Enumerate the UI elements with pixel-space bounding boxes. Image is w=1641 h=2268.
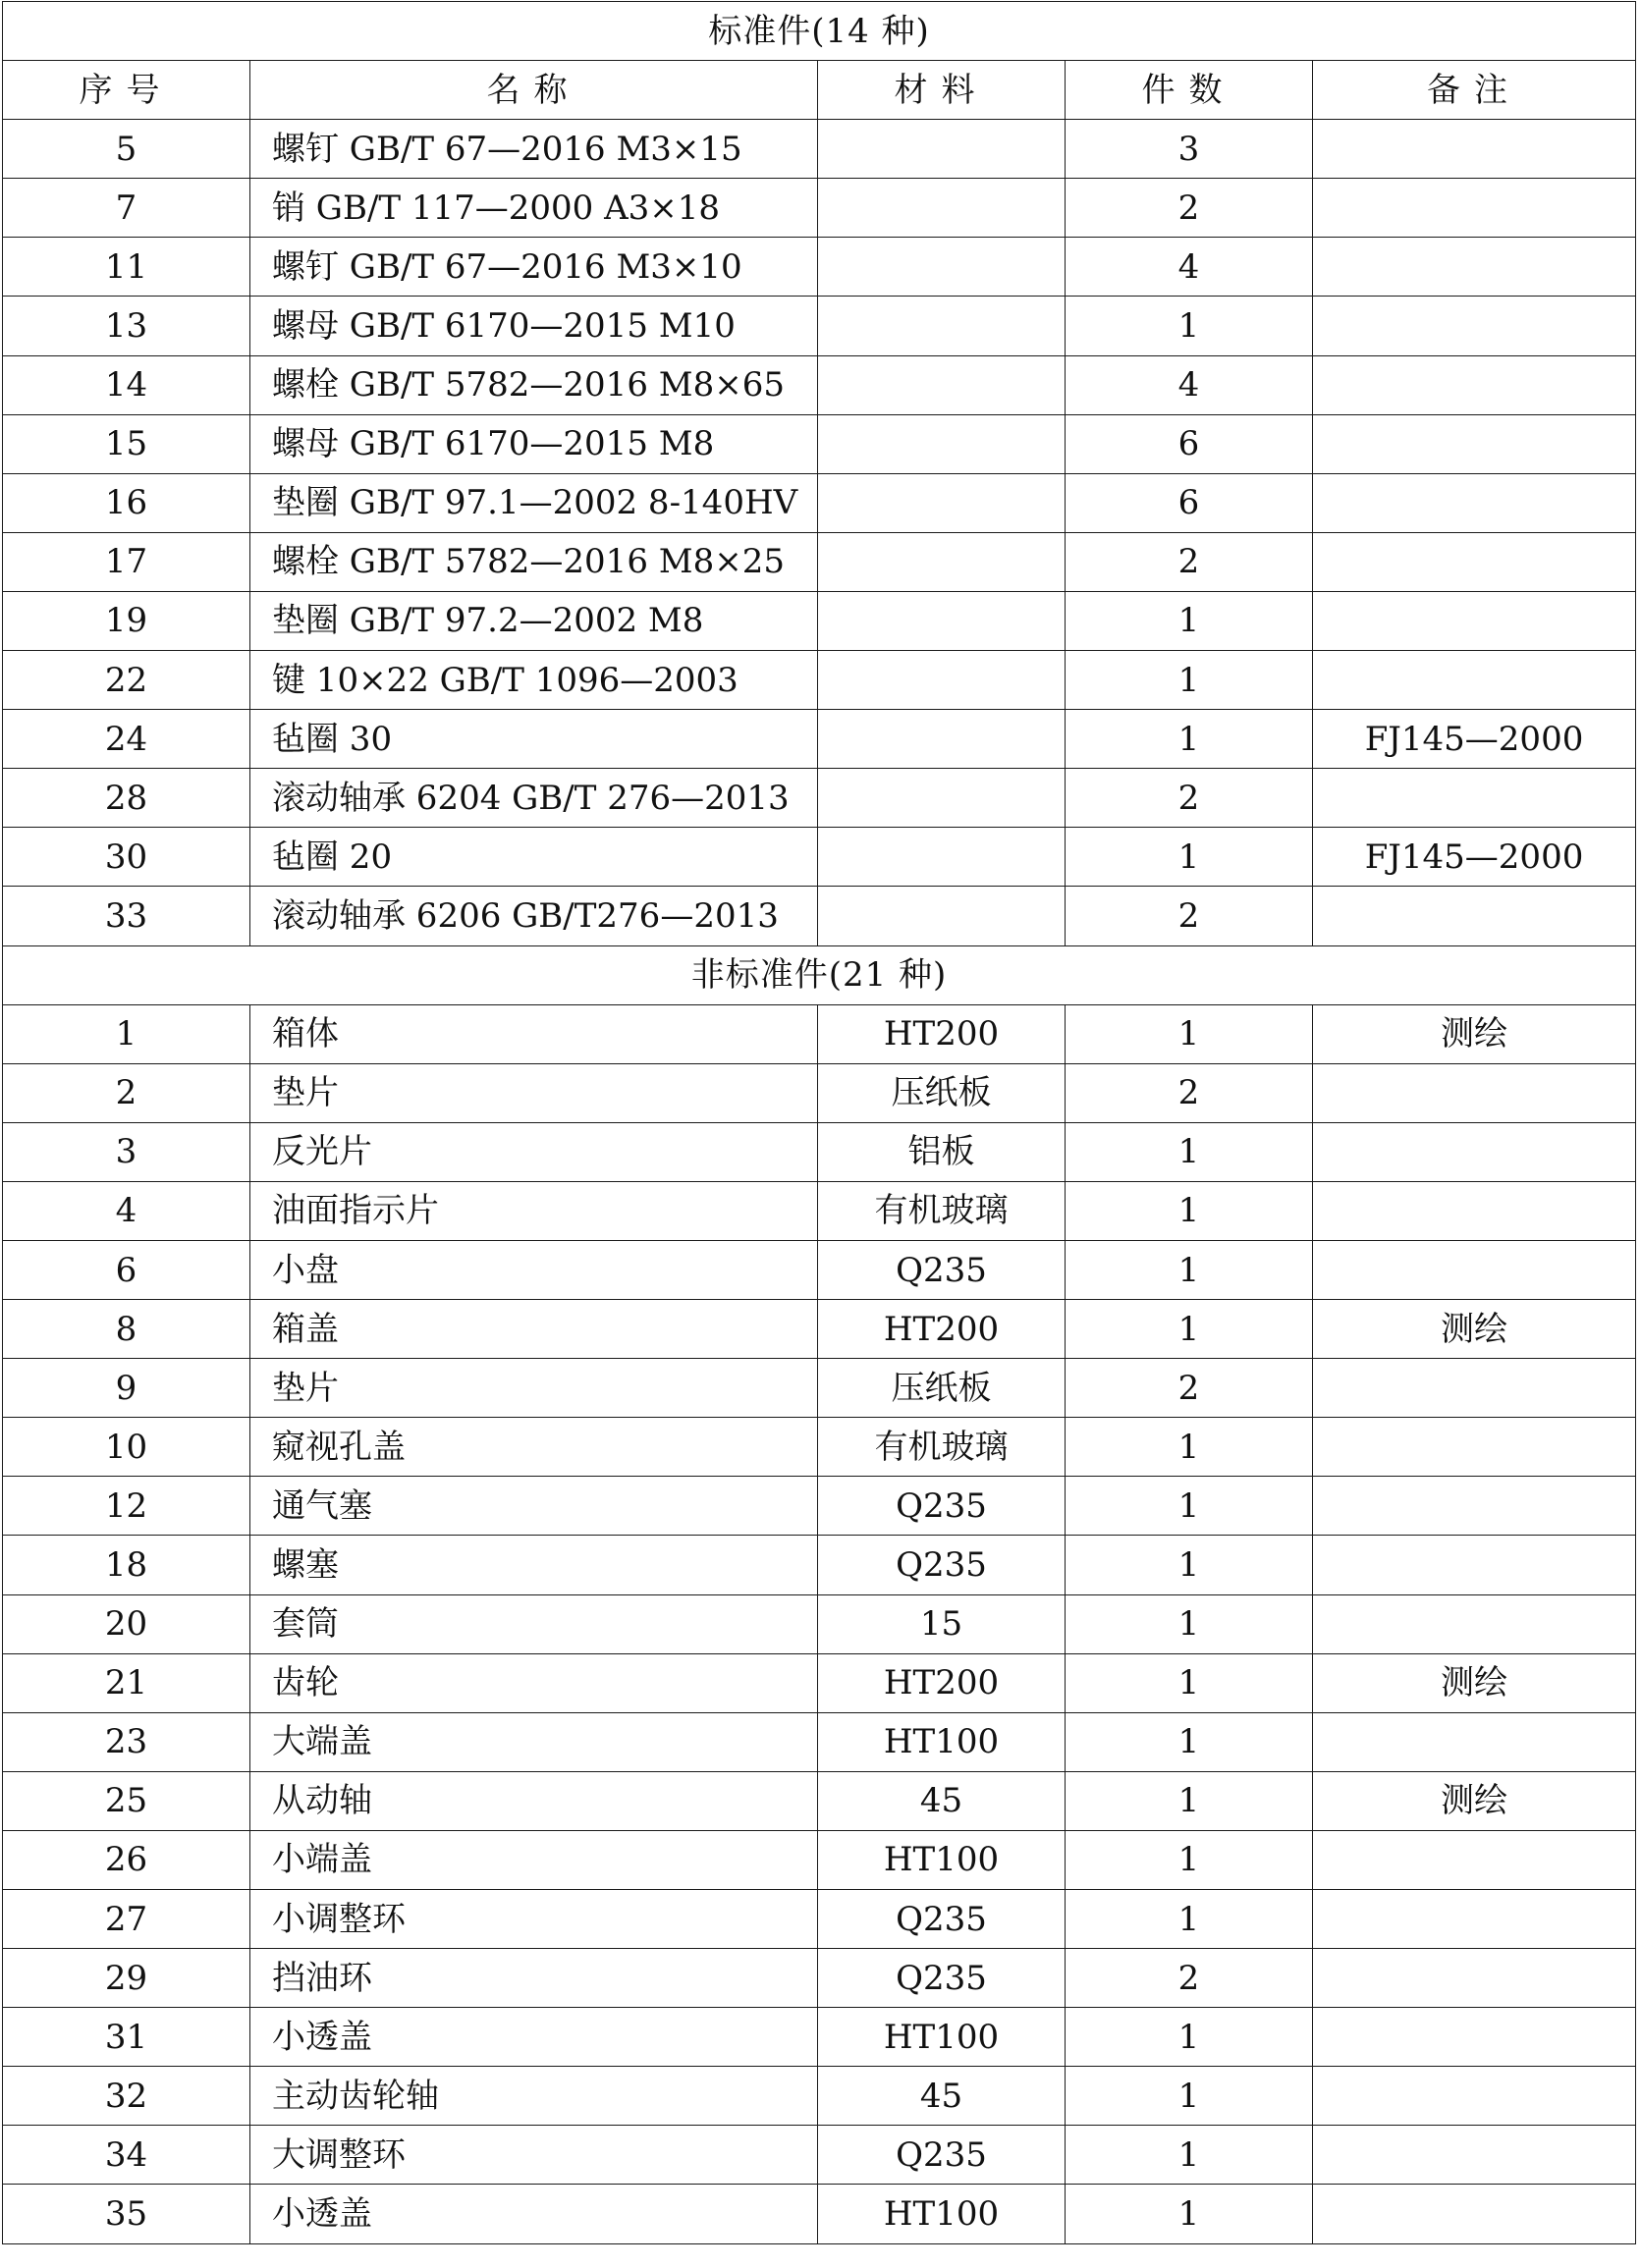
standard-part-row xyxy=(3,591,1636,650)
column-header-no: 序号 xyxy=(3,61,250,120)
part-note: 测绘 xyxy=(1313,1004,1636,1063)
part-note xyxy=(1313,2126,1636,2185)
part-note xyxy=(1313,1477,1636,1536)
part-note xyxy=(1313,120,1636,179)
part-material: 有机玻璃 xyxy=(818,1181,1066,1240)
part-number: 20 xyxy=(3,1594,250,1653)
nonstandard-part-row xyxy=(3,1063,1636,1122)
part-material xyxy=(818,710,1066,769)
part-note xyxy=(1313,1122,1636,1181)
part-number: 1 xyxy=(3,1004,250,1063)
part-name: 套筒 xyxy=(250,1594,818,1653)
part-material: HT200 xyxy=(818,1004,1066,1063)
nonstandard-part-row xyxy=(3,2067,1636,2126)
part-name: 垫圈 GB/T 97.1—2002 8-140HV xyxy=(250,473,818,532)
part-number: 10 xyxy=(3,1418,250,1477)
part-note xyxy=(1313,769,1636,828)
nonstandard-part-row xyxy=(3,1536,1636,1594)
part-quantity: 4 xyxy=(1066,238,1313,297)
part-note xyxy=(1313,1536,1636,1594)
part-quantity: 6 xyxy=(1066,414,1313,473)
part-number: 8 xyxy=(3,1300,250,1359)
standard-part-row xyxy=(3,238,1636,297)
part-name: 小盘 xyxy=(250,1240,818,1299)
part-name: 垫片 xyxy=(250,1359,818,1418)
part-name: 垫圈 GB/T 97.2—2002 M8 xyxy=(250,591,818,650)
standard-part-row xyxy=(3,473,1636,532)
part-quantity: 1 xyxy=(1066,2126,1313,2185)
part-number: 24 xyxy=(3,710,250,769)
parts-list-body xyxy=(3,2,1636,2244)
part-material: Q235 xyxy=(818,1240,1066,1299)
part-number: 17 xyxy=(3,532,250,591)
part-material: HT200 xyxy=(818,1300,1066,1359)
part-quantity: 1 xyxy=(1066,1477,1313,1536)
part-name: 螺钉 GB/T 67—2016 M3×10 xyxy=(250,238,818,297)
part-quantity: 2 xyxy=(1066,887,1313,945)
part-material: Q235 xyxy=(818,1477,1066,1536)
standard-part-row xyxy=(3,120,1636,179)
part-material xyxy=(818,120,1066,179)
part-material: HT100 xyxy=(818,1712,1066,1771)
part-material xyxy=(818,651,1066,710)
part-name: 销 GB/T 117—2000 A3×18 xyxy=(250,179,818,238)
nonstandard-part-row xyxy=(3,1712,1636,1771)
part-note xyxy=(1313,473,1636,532)
part-material: Q235 xyxy=(818,1536,1066,1594)
standard-part-row xyxy=(3,179,1636,238)
part-note: 测绘 xyxy=(1313,1653,1636,1712)
part-quantity: 1 xyxy=(1066,1240,1313,1299)
part-quantity: 1 xyxy=(1066,1300,1313,1359)
part-number: 3 xyxy=(3,1122,250,1181)
part-quantity: 1 xyxy=(1066,828,1313,887)
part-note xyxy=(1313,1418,1636,1477)
nonstandard-part-row xyxy=(3,1122,1636,1181)
part-note xyxy=(1313,2008,1636,2067)
part-quantity: 1 xyxy=(1066,1712,1313,1771)
part-quantity: 2 xyxy=(1066,1949,1313,2008)
part-number: 30 xyxy=(3,828,250,887)
part-material xyxy=(818,591,1066,650)
part-number: 16 xyxy=(3,473,250,532)
part-note xyxy=(1313,238,1636,297)
part-number: 26 xyxy=(3,1830,250,1889)
part-name: 小透盖 xyxy=(250,2185,818,2243)
part-quantity: 2 xyxy=(1066,179,1313,238)
part-number: 2 xyxy=(3,1063,250,1122)
part-material: 45 xyxy=(818,1771,1066,1830)
part-material: 压纸板 xyxy=(818,1063,1066,1122)
part-name: 垫片 xyxy=(250,1063,818,1122)
nonstandard-part-row xyxy=(3,1004,1636,1063)
part-name: 小透盖 xyxy=(250,2008,818,2067)
part-number: 7 xyxy=(3,179,250,238)
part-number: 23 xyxy=(3,1712,250,1771)
part-material: 45 xyxy=(818,2067,1066,2126)
part-quantity: 6 xyxy=(1066,473,1313,532)
parts-list-table xyxy=(2,1,1636,2244)
part-name: 箱盖 xyxy=(250,1300,818,1359)
part-number: 19 xyxy=(3,591,250,650)
part-material: Q235 xyxy=(818,1949,1066,2008)
part-name: 油面指示片 xyxy=(250,1181,818,1240)
part-material: Q235 xyxy=(818,2126,1066,2185)
part-name: 螺钉 GB/T 67—2016 M3×15 xyxy=(250,120,818,179)
part-number: 28 xyxy=(3,769,250,828)
nonstandard-part-row xyxy=(3,1359,1636,1418)
part-name: 从动轴 xyxy=(250,1771,818,1830)
part-material xyxy=(818,473,1066,532)
part-number: 18 xyxy=(3,1536,250,1594)
part-number: 25 xyxy=(3,1771,250,1830)
part-quantity: 2 xyxy=(1066,1063,1313,1122)
part-material xyxy=(818,355,1066,414)
part-quantity: 1 xyxy=(1066,2008,1313,2067)
standard-part-row xyxy=(3,828,1636,887)
part-quantity: 1 xyxy=(1066,1122,1313,1181)
part-name: 螺母 GB/T 6170—2015 M10 xyxy=(250,297,818,355)
part-note xyxy=(1313,1063,1636,1122)
part-material xyxy=(818,887,1066,945)
part-name: 键 10×22 GB/T 1096—2003 xyxy=(250,651,818,710)
standard-section-row xyxy=(3,2,1636,61)
part-name: 螺栓 GB/T 5782—2016 M8×65 xyxy=(250,355,818,414)
part-name: 螺母 GB/T 6170—2015 M8 xyxy=(250,414,818,473)
part-note xyxy=(1313,532,1636,591)
part-number: 5 xyxy=(3,120,250,179)
nonstandard-part-row xyxy=(3,2185,1636,2243)
part-name: 小调整环 xyxy=(250,1890,818,1949)
standard-section-title: 标准件(14 种) xyxy=(3,2,1636,61)
part-name: 大端盖 xyxy=(250,1712,818,1771)
part-material xyxy=(818,828,1066,887)
part-quantity: 2 xyxy=(1066,532,1313,591)
part-number: 34 xyxy=(3,2126,250,2185)
part-quantity: 2 xyxy=(1066,1359,1313,1418)
nonstandard-part-row xyxy=(3,1181,1636,1240)
part-quantity: 1 xyxy=(1066,1830,1313,1889)
part-material xyxy=(818,414,1066,473)
part-name: 通气塞 xyxy=(250,1477,818,1536)
part-material: 压纸板 xyxy=(818,1359,1066,1418)
column-header-name: 名称 xyxy=(250,61,818,120)
part-quantity: 1 xyxy=(1066,297,1313,355)
part-number: 6 xyxy=(3,1240,250,1299)
part-name: 小端盖 xyxy=(250,1830,818,1889)
part-name: 窥视孔盖 xyxy=(250,1418,818,1477)
column-header-material: 材料 xyxy=(818,61,1066,120)
nonstandard-part-row xyxy=(3,1418,1636,1477)
standard-part-row xyxy=(3,887,1636,945)
column-header-row xyxy=(3,61,1636,120)
part-note xyxy=(1313,179,1636,238)
column-header-note: 备注 xyxy=(1313,61,1636,120)
nonstandard-section-row xyxy=(3,945,1636,1004)
part-material: 铝板 xyxy=(818,1122,1066,1181)
standard-part-row xyxy=(3,651,1636,710)
part-number: 4 xyxy=(3,1181,250,1240)
nonstandard-part-row xyxy=(3,1477,1636,1536)
part-note xyxy=(1313,2067,1636,2126)
part-note: 测绘 xyxy=(1313,1771,1636,1830)
part-number: 22 xyxy=(3,651,250,710)
part-material: 有机玻璃 xyxy=(818,1418,1066,1477)
part-note xyxy=(1313,591,1636,650)
nonstandard-part-row xyxy=(3,1771,1636,1830)
part-number: 11 xyxy=(3,238,250,297)
part-material xyxy=(818,238,1066,297)
nonstandard-part-row xyxy=(3,1830,1636,1889)
standard-part-row xyxy=(3,532,1636,591)
part-material xyxy=(818,179,1066,238)
part-note xyxy=(1313,1594,1636,1653)
part-name: 箱体 xyxy=(250,1004,818,1063)
part-note xyxy=(1313,1712,1636,1771)
part-quantity: 1 xyxy=(1066,2185,1313,2243)
part-name: 毡圈 30 xyxy=(250,710,818,769)
part-number: 21 xyxy=(3,1653,250,1712)
part-name: 滚动轴承 6206 GB/T276—2013 xyxy=(250,887,818,945)
part-quantity: 1 xyxy=(1066,1890,1313,1949)
part-number: 15 xyxy=(3,414,250,473)
part-note xyxy=(1313,1240,1636,1299)
part-quantity: 3 xyxy=(1066,120,1313,179)
standard-part-row xyxy=(3,297,1636,355)
standard-part-row xyxy=(3,710,1636,769)
part-name: 螺塞 xyxy=(250,1536,818,1594)
part-note xyxy=(1313,887,1636,945)
part-note xyxy=(1313,2185,1636,2243)
part-note xyxy=(1313,1949,1636,2008)
part-material xyxy=(818,532,1066,591)
part-material: HT200 xyxy=(818,1653,1066,1712)
part-material: HT100 xyxy=(818,2008,1066,2067)
part-note xyxy=(1313,355,1636,414)
standard-part-row xyxy=(3,414,1636,473)
part-name: 反光片 xyxy=(250,1122,818,1181)
part-quantity: 1 xyxy=(1066,1653,1313,1712)
nonstandard-part-row xyxy=(3,2008,1636,2067)
part-number: 27 xyxy=(3,1890,250,1949)
part-name: 滚动轴承 6204 GB/T 276—2013 xyxy=(250,769,818,828)
part-note xyxy=(1313,1359,1636,1418)
part-note xyxy=(1313,1890,1636,1949)
part-name: 大调整环 xyxy=(250,2126,818,2185)
part-name: 毡圈 20 xyxy=(250,828,818,887)
part-note: FJ145—2000 xyxy=(1313,828,1636,887)
part-material xyxy=(818,297,1066,355)
part-name: 齿轮 xyxy=(250,1653,818,1712)
part-number: 32 xyxy=(3,2067,250,2126)
part-number: 12 xyxy=(3,1477,250,1536)
part-quantity: 1 xyxy=(1066,651,1313,710)
nonstandard-part-row xyxy=(3,1890,1636,1949)
part-number: 35 xyxy=(3,2185,250,2243)
part-quantity: 4 xyxy=(1066,355,1313,414)
part-quantity: 1 xyxy=(1066,1771,1313,1830)
part-quantity: 1 xyxy=(1066,2067,1313,2126)
part-name: 主动齿轮轴 xyxy=(250,2067,818,2126)
part-note: 测绘 xyxy=(1313,1300,1636,1359)
part-quantity: 1 xyxy=(1066,1594,1313,1653)
nonstandard-part-row xyxy=(3,1594,1636,1653)
nonstandard-part-row xyxy=(3,1240,1636,1299)
part-material: HT100 xyxy=(818,2185,1066,2243)
part-material: HT100 xyxy=(818,1830,1066,1889)
nonstandard-section-title: 非标准件(21 种) xyxy=(3,945,1636,1004)
part-quantity: 2 xyxy=(1066,769,1313,828)
part-number: 9 xyxy=(3,1359,250,1418)
part-number: 14 xyxy=(3,355,250,414)
part-quantity: 1 xyxy=(1066,710,1313,769)
part-name: 挡油环 xyxy=(250,1949,818,2008)
part-number: 13 xyxy=(3,297,250,355)
part-material: 15 xyxy=(818,1594,1066,1653)
part-material xyxy=(818,769,1066,828)
part-number: 31 xyxy=(3,2008,250,2067)
part-quantity: 1 xyxy=(1066,1004,1313,1063)
part-number: 29 xyxy=(3,1949,250,2008)
part-note xyxy=(1313,651,1636,710)
column-header-qty: 件数 xyxy=(1066,61,1313,120)
part-quantity: 1 xyxy=(1066,1536,1313,1594)
part-number: 33 xyxy=(3,887,250,945)
part-quantity: 1 xyxy=(1066,1181,1313,1240)
standard-part-row xyxy=(3,355,1636,414)
nonstandard-part-row xyxy=(3,2126,1636,2185)
part-note xyxy=(1313,1830,1636,1889)
part-material: Q235 xyxy=(818,1890,1066,1949)
part-name: 螺栓 GB/T 5782—2016 M8×25 xyxy=(250,532,818,591)
part-quantity: 1 xyxy=(1066,591,1313,650)
part-note xyxy=(1313,1181,1636,1240)
standard-part-row xyxy=(3,769,1636,828)
part-note xyxy=(1313,414,1636,473)
nonstandard-part-row xyxy=(3,1949,1636,2008)
part-note xyxy=(1313,297,1636,355)
nonstandard-part-row xyxy=(3,1653,1636,1712)
part-note: FJ145—2000 xyxy=(1313,710,1636,769)
part-quantity: 1 xyxy=(1066,1418,1313,1477)
nonstandard-part-row xyxy=(3,1300,1636,1359)
